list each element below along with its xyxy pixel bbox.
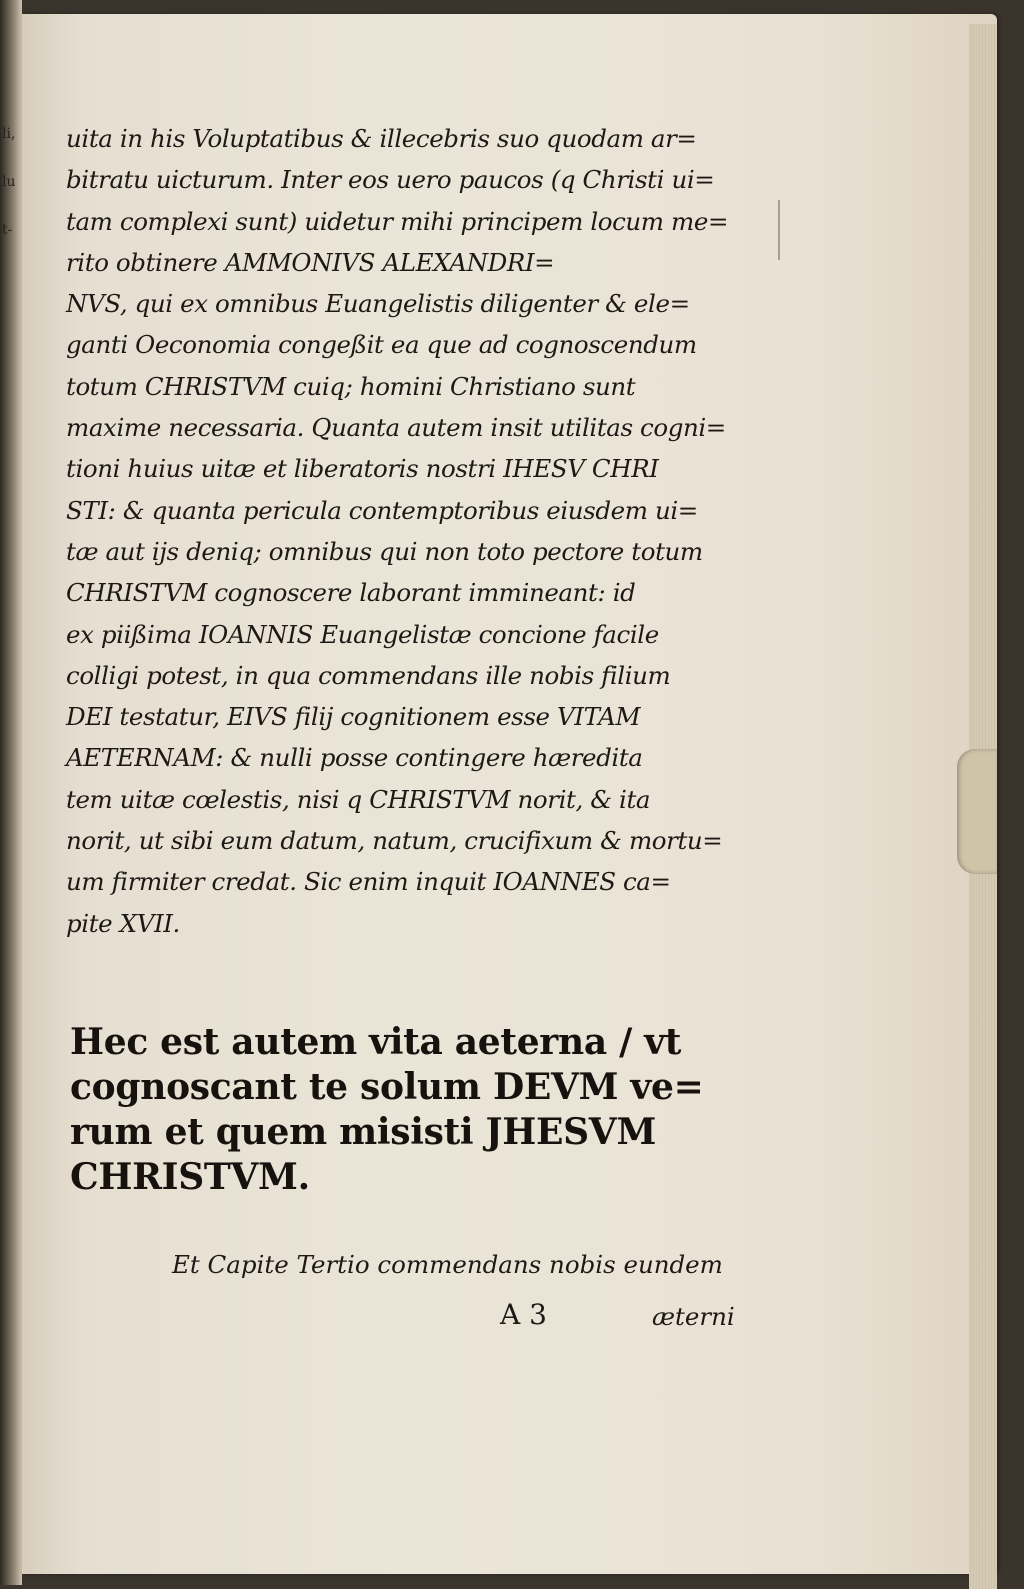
- text-line: tam complexi sunt) uidetur mihi principem locum me=: [66, 206, 729, 236]
- catchword: æterni: [652, 1302, 735, 1331]
- text-line: tioni huius uitæ et liberatoris nostri IHESV CHRI: [66, 454, 659, 484]
- text-line: rito obtinere AMMONIVS ALEXANDRI=: [66, 247, 555, 277]
- quote-line: CHRISTVM.: [70, 1156, 310, 1198]
- body-text: [66, 118, 766, 944]
- text-line: AETERNAM: & nulli posse contingere hæredita: [66, 743, 643, 773]
- margin-mark: li,: [2, 126, 16, 142]
- quote-line: Hec est autem vita aeterna / vt: [70, 1021, 682, 1063]
- page-tab: [957, 749, 997, 874]
- text-line: um firmiter credat. Sic enim inquit IOANNES ca=: [66, 867, 671, 897]
- text-line: maxime necessaria. Quanta autem insit utilitas cogni=: [66, 413, 726, 443]
- text-line: pite XVII.: [66, 908, 180, 938]
- text-line: tem uitæ cœlestis, nisi q CHRISTVM norit, & ita: [66, 784, 651, 814]
- margin-bleed-through: [2, 110, 20, 254]
- signature-mark: A 3: [500, 1298, 547, 1331]
- text-line: uita in his Voluptatibus & illecebris suo quodam ar=: [66, 124, 697, 153]
- blackletter-quote: [70, 1020, 770, 1200]
- closing-line: Et Capite Tertio commendans nobis eundem: [172, 1250, 723, 1279]
- text-line: NVS, qui ex omnibus Euangelistis diligenter & ele=: [66, 289, 690, 319]
- text-line: bitratu uicturum. Inter eos uero paucos (q Christi ui=: [66, 165, 715, 195]
- margin-mark: lu: [2, 174, 16, 190]
- text-line: ex piißima IOANNIS Euangelistæ concione facile: [66, 619, 659, 649]
- text-line: norit, ut sibi eum datum, natum, crucifixum & mortu=: [66, 826, 723, 856]
- text-line: STI: & quanta pericula contemptoribus eiusdem ui=: [66, 495, 698, 525]
- quote-line: rum et quem misisti JHESVM: [70, 1111, 656, 1153]
- text-line: DEI testatur, EIVS filij cognitionem esse VITAM: [66, 702, 641, 732]
- margin-mark: t-: [2, 222, 13, 238]
- text-line: totum CHRISTVM cuiq; homini Christiano sunt: [66, 371, 636, 401]
- text-line: colligi potest, in qua commendans ille nobis filium: [66, 660, 671, 690]
- text-line: tæ aut ijs deniq; omnibus qui non toto pectore totum: [66, 536, 703, 566]
- text-line: CHRISTVM cognoscere laborant immineant: id: [66, 578, 636, 608]
- text-line: ganti Oeconomia congeßit ea que ad cognoscendum: [66, 330, 697, 360]
- quote-line: cognoscant te solum DEVM ve=: [70, 1066, 704, 1108]
- margin-rule: [778, 200, 780, 260]
